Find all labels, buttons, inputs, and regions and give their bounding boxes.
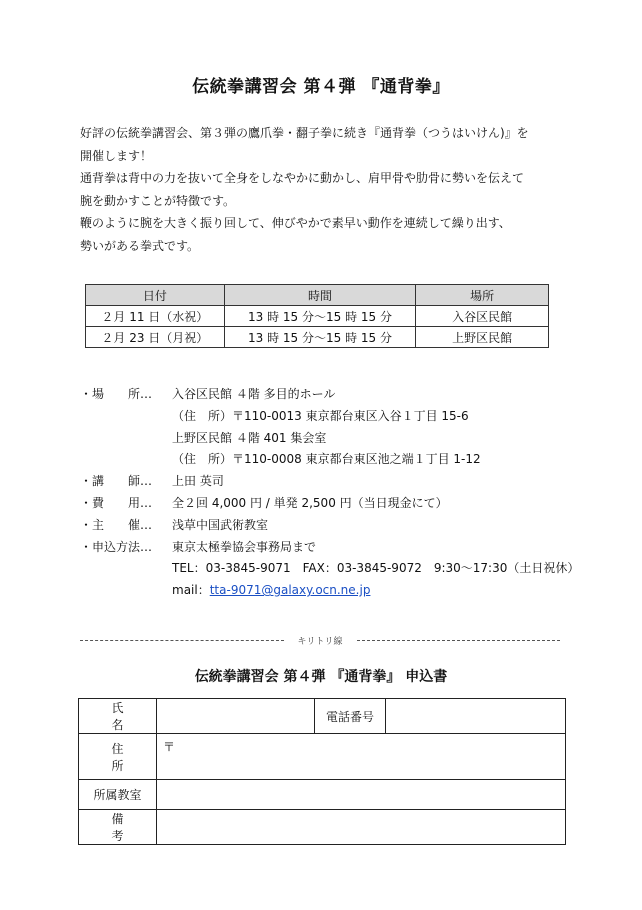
- fee-value: 全２回 4,000 円 / 単発 2,500 円（当日現金にて）: [172, 495, 448, 510]
- schedule-time: 13 時 15 分～15 時 15 分: [224, 327, 416, 348]
- schedule-row: [86, 327, 549, 348]
- venue-2: 上野区民館 ４階 401 集会室: [172, 430, 327, 445]
- intro-line: 勢いがある拳式です。: [80, 238, 200, 253]
- venue-1: 入谷区民館 ４階 多目的ホール: [172, 387, 336, 401]
- host-label: ・主 催…: [80, 517, 153, 532]
- mail-label: mail：: [172, 583, 210, 598]
- teacher-label: ・講 師…: [80, 474, 153, 489]
- venue-2-address: （住 所）〒110-0008 東京都台東区池之端１丁目 1-12: [172, 452, 481, 467]
- intro-text: [80, 122, 600, 257]
- venue-label: ・場 所…: [80, 387, 153, 401]
- intro-line: 好評の伝統拳講習会、第３弾の鷹爪拳・翻子拳に続き『通背拳（つうはいけん)』を: [80, 126, 529, 140]
- schedule-time: 13 時 15 分～15 時 15 分: [224, 306, 416, 327]
- host-value: 浅草中国武術教室: [172, 517, 269, 532]
- phone-field[interactable]: [386, 699, 566, 734]
- form-row-name: [79, 699, 566, 734]
- teacher-name: 上田 英司: [172, 474, 224, 489]
- schedule-place: 入谷区民館: [416, 306, 549, 327]
- form-row-notes: [79, 810, 566, 845]
- event-details: [80, 384, 579, 602]
- application-form: [78, 698, 566, 845]
- address-field[interactable]: [156, 734, 565, 780]
- teacher-row: [80, 471, 579, 493]
- form-title: 伝統拳講習会 第４弾 『通背拳』 申込書: [194, 669, 448, 685]
- schedule-header-row: [86, 285, 549, 306]
- cut-line: [80, 632, 560, 648]
- name-label: 氏名: [79, 699, 157, 734]
- apply-label: ・申込方法…: [80, 539, 153, 554]
- schedule-date: ２月 23 日（月祝）: [86, 327, 225, 348]
- contact-phone-fax: TEL：03-3845-9071 FAX：03-3845-9072 9:30～17:30（土日祝休）: [172, 561, 580, 576]
- fee-row: [80, 493, 579, 515]
- apply-row: [80, 537, 579, 559]
- apply-value: 東京太極拳協会事務局まで: [172, 539, 317, 554]
- phone-label: 電話番号: [314, 699, 386, 734]
- fee-label: ・費 用…: [80, 495, 153, 510]
- venue-row: [80, 384, 579, 406]
- cut-line-label: キリトリ線: [297, 636, 343, 647]
- venue-1-address: （住 所）〒110-0013 東京都台東区入谷１丁目 15-6: [172, 408, 469, 423]
- page-title: 伝統拳講習会 第４弾 『通背拳』: [192, 77, 450, 97]
- postal-mark: 〒: [162, 740, 175, 754]
- schedule-header-place: 場所: [416, 285, 549, 306]
- class-label: 所属教室: [79, 780, 157, 810]
- contact-mail-row: [80, 580, 579, 602]
- schedule-header-date: 日付: [86, 285, 225, 306]
- schedule-table: [85, 284, 549, 348]
- cut-line-dash: [357, 640, 561, 641]
- form-row-address: [79, 734, 566, 780]
- intro-line: 通背拳は背中の力を抜いて全身をしなやかに動かし、肩甲骨や肋骨に勢いを伝えて: [80, 171, 525, 185]
- schedule-header-time: 時間: [224, 285, 416, 306]
- cut-line-dash: [80, 640, 284, 641]
- mail-link[interactable]: tta-9071@galaxy.ocn.ne.jp: [209, 583, 371, 598]
- address-label: 住所: [79, 734, 157, 780]
- intro-line: 開催します！: [80, 148, 153, 163]
- schedule-date: ２月 11 日（水祝）: [86, 306, 225, 327]
- notes-label: 備考: [79, 810, 157, 845]
- notes-field[interactable]: [156, 810, 565, 845]
- intro-line: 鞭のように腕を大きく振り回して、伸びやかで素早い動作を連続して繰り出す、: [80, 216, 511, 230]
- intro-line: 腕を動かすことが特徴です。: [80, 193, 236, 208]
- form-row-class: [79, 780, 566, 810]
- host-row: [80, 515, 579, 537]
- schedule-row: [86, 306, 549, 327]
- schedule-place: 上野区民館: [416, 327, 549, 348]
- class-field[interactable]: [156, 780, 565, 810]
- name-field[interactable]: [156, 699, 314, 734]
